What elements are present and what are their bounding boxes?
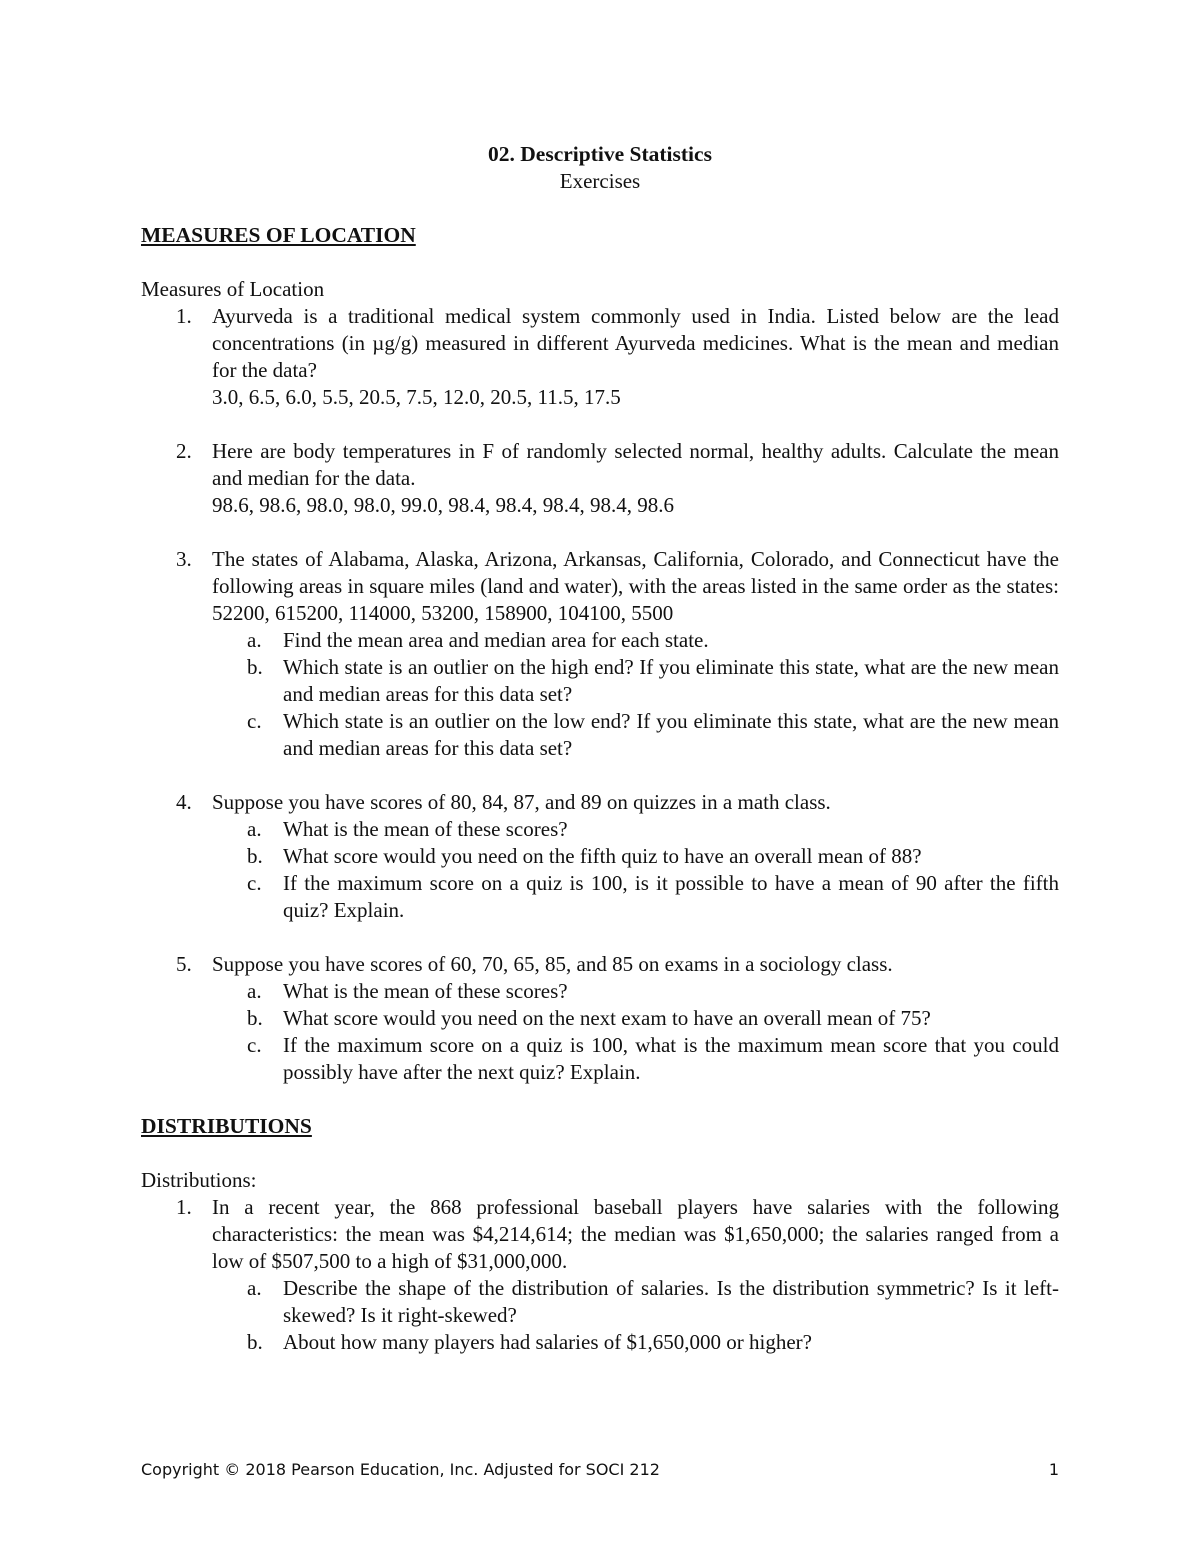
- exercise-data: 3.0, 6.5, 6.0, 5.5, 20.5, 7.5, 12.0, 20.5, 11.5, 17.5: [212, 385, 621, 409]
- sub-question-text: Which state is an outlier on the high end? If you eliminate this state, what are the new mean and median areas for this data set?: [283, 655, 1059, 706]
- sub-question-letter: c.: [247, 709, 262, 733]
- sub-question-list: [212, 627, 1059, 762]
- exercise-item-4: [141, 789, 1059, 924]
- spacer: [141, 924, 1059, 951]
- sub-question-text: What is the mean of these scores?: [283, 979, 568, 1003]
- sub-question: [212, 870, 1059, 924]
- section-label-measures-of-location: Measures of Location: [141, 277, 325, 301]
- exercise-number: 1.: [176, 304, 192, 328]
- sub-question-letter: a.: [247, 979, 262, 1003]
- sub-question-text: Which state is an outlier on the low end? If you eliminate this state, what are the new mean and median areas for this data set?: [283, 709, 1059, 760]
- sub-question-text: If the maximum score on a quiz is 100, is it possible to have a mean of 90 after the fifth quiz? Explain.: [283, 871, 1059, 922]
- sub-question: [212, 816, 1059, 843]
- exercise-item-5: [141, 951, 1059, 1086]
- spacer: [141, 762, 1059, 789]
- document-page: [141, 141, 1059, 1356]
- exercise-text: Ayurveda is a traditional medical system commonly used in India. Listed below are the lead concentrations (in µg/g) measured in different Ayurveda medicines. What is the mean and median for the data?: [212, 304, 1059, 382]
- sub-question-letter: c.: [247, 1033, 262, 1057]
- sub-question: [212, 708, 1059, 762]
- sub-question: [212, 627, 1059, 654]
- sub-question-text: What is the mean of these scores?: [283, 817, 568, 841]
- exercise-item-2: [141, 438, 1059, 519]
- exercise-number: 2.: [176, 439, 192, 463]
- sub-question-list: [212, 816, 1059, 924]
- exercise-text: Here are body temperatures in F of randomly selected normal, healthy adults. Calculate the mean and median for the data.: [212, 439, 1059, 490]
- exercise-text: In a recent year, the 868 professional baseball players have salaries with the following characteristics: the mean was $4,214,614; the median was $1,650,000; the salaries ranged from a low of $507,500 to a high of $31,000,000.: [212, 1195, 1059, 1273]
- sub-question: [212, 978, 1059, 1005]
- sub-question: [212, 843, 1059, 870]
- exercise-text: The states of Alabama, Alaska, Arizona, Arkansas, California, Colorado, and Connecticut have the following areas in square miles (land and water), with the areas listed in the same order as the states: 52200, 615200, 114000, 53200, 158900, 104100, 5500: [212, 547, 1059, 625]
- exercise-item-3: [141, 546, 1059, 762]
- spacer: [141, 519, 1059, 546]
- sub-question-text: Find the mean area and median area for each state.: [283, 628, 709, 652]
- exercise-data: 98.6, 98.6, 98.0, 98.0, 99.0, 98.4, 98.4, 98.4, 98.4, 98.6: [212, 493, 674, 517]
- page-footer: [141, 1458, 1059, 1482]
- sub-question-letter: c.: [247, 871, 262, 895]
- section-heading-measures-of-location: MEASURES OF LOCATION: [141, 223, 416, 247]
- spacer: [141, 1140, 1059, 1167]
- sub-question-text: What score would you need on the next exam to have an overall mean of 75?: [283, 1006, 931, 1030]
- sub-question-list: [212, 978, 1059, 1086]
- spacer: [141, 195, 1059, 222]
- exercise-number: 4.: [176, 790, 192, 814]
- sub-question-text: Describe the shape of the distribution of salaries. Is the distribution symmetric? Is it left-skewed? Is it right-skewed?: [283, 1276, 1059, 1327]
- sub-question-list: [212, 1275, 1059, 1356]
- sub-question-text: If the maximum score on a quiz is 100, what is the maximum mean score that you could possibly have after the next quiz? Explain.: [283, 1033, 1059, 1084]
- exercise-text: Suppose you have scores of 60, 70, 65, 85, and 85 on exams in a sociology class.: [212, 952, 893, 976]
- sub-question-letter: b.: [247, 1330, 263, 1354]
- sub-question: [212, 1329, 1059, 1356]
- section-label-distributions: Distributions:: [141, 1168, 257, 1192]
- sub-question-letter: a.: [247, 817, 262, 841]
- exercise-list-location: [141, 303, 1059, 1086]
- exercise-number: 3.: [176, 547, 192, 571]
- sub-question-letter: a.: [247, 628, 262, 652]
- sub-question-letter: a.: [247, 1276, 262, 1300]
- exercise-item-1: [141, 303, 1059, 411]
- sub-question: [212, 1032, 1059, 1086]
- copyright-notice: Copyright © 2018 Pearson Education, Inc. Adjusted for SOCI 212: [141, 1460, 660, 1479]
- exercise-text: Suppose you have scores of 80, 84, 87, and 89 on quizzes in a math class.: [212, 790, 831, 814]
- sub-question-letter: b.: [247, 1006, 263, 1030]
- sub-question-text: What score would you need on the fifth quiz to have an overall mean of 88?: [283, 844, 922, 868]
- exercise-number: 5.: [176, 952, 192, 976]
- sub-question-letter: b.: [247, 655, 263, 679]
- sub-question: [212, 654, 1059, 708]
- page-number: 1: [1048, 1460, 1059, 1479]
- distribution-exercise-item-1: [141, 1194, 1059, 1356]
- spacer: [141, 249, 1059, 276]
- sub-question: [212, 1275, 1059, 1329]
- sub-question-text: About how many players had salaries of $1,650,000 or higher?: [283, 1330, 812, 1354]
- spacer: [141, 411, 1059, 438]
- exercise-number: 1.: [176, 1195, 192, 1219]
- document-subtitle: Exercises: [559, 169, 641, 193]
- sub-question-letter: b.: [247, 844, 263, 868]
- exercise-list-distributions: [141, 1194, 1059, 1356]
- document-title: 02. Descriptive Statistics: [488, 142, 712, 166]
- sub-question: [212, 1005, 1059, 1032]
- spacer: [141, 1086, 1059, 1113]
- section-heading-distributions: DISTRIBUTIONS: [141, 1114, 312, 1138]
